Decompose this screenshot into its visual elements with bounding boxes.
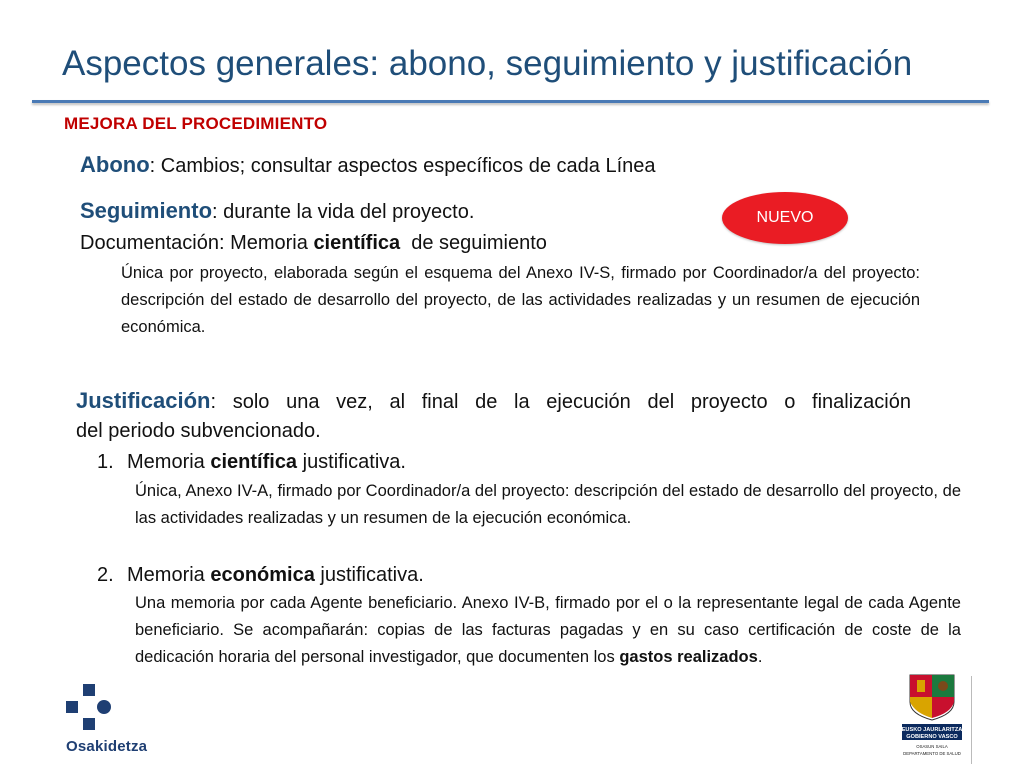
justificacion-line-2: del periodo subvencionado.: [76, 420, 321, 442]
justificacion-label: Justificación: [76, 388, 211, 413]
osakidetza-logo-icon: [66, 684, 112, 730]
svg-text:GOBIERNO VASCO: GOBIERNO VASCO: [906, 734, 958, 740]
list-item-1-bold: científica: [210, 451, 298, 473]
abono-label: Abono: [80, 152, 150, 177]
list-item-2-description: [135, 590, 961, 671]
seguimiento-doc-line: [80, 232, 547, 255]
list-item-2-desc-bold: gastos realizados: [619, 648, 758, 666]
seguimiento-doc-suffix: de seguimiento: [400, 232, 547, 254]
list-item-2-number: 2.: [97, 564, 114, 586]
list-item-1-prefix: Memoria: [127, 451, 211, 473]
gobierno-vasco-logo-icon: [897, 672, 967, 764]
svg-text:OSASUN SAILA: OSASUN SAILA: [916, 744, 948, 749]
list-item-2-desc-prefix: Una memoria por cada Agente beneficiario. Anexo IV-B, firmado por el o la representante legal de cada Agente beneficiario. Se acompañarán: copias de las facturas pagadas y en su caso certificación de coste de la dedicación horaria del personal investigador, que documenten los: [135, 594, 961, 666]
list-item-2-prefix: Memoria: [127, 564, 211, 586]
abono-line: [80, 152, 656, 178]
osakidetza-name: Osakidetza: [66, 738, 148, 755]
seguimiento-doc-bold: científica: [313, 232, 401, 254]
slide-title: Aspectos generales: abono, seguimiento y justificación: [62, 44, 913, 83]
list-item-1-heading: [97, 451, 406, 474]
abono-text: : Cambios; consultar aspectos específicos de cada Línea: [149, 155, 656, 177]
justificacion-line: [76, 384, 911, 419]
seguimiento-line: [80, 198, 474, 224]
list-item-1-description: Única, Anexo IV-A, firmado por Coordinador/a del proyecto: descripción del estado de desarrollo del proyecto, de las actividades realizadas y un resumen de la ejecución económica.: [135, 482, 961, 527]
seguimiento-text: : durante la vida del proyecto.: [212, 201, 475, 223]
justificacion-text: : solo una vez, al final de la ejecución del proyecto o finalización: [210, 391, 911, 413]
list-item-1-number: 1.: [97, 451, 114, 473]
list-item-2-desc-suffix: .: [757, 648, 763, 666]
seguimiento-doc-prefix: Documentación: Memoria: [80, 232, 314, 254]
list-item-2-bold: económica: [210, 564, 315, 586]
list-item-1-suffix: justificativa.: [297, 451, 406, 473]
list-item-2-heading: [97, 564, 424, 587]
logo-divider: [971, 676, 972, 764]
title-divider: [32, 100, 989, 103]
section-subtitle: MEJORA DEL PROCEDIMIENTO: [64, 114, 328, 133]
seguimiento-description: Única por proyecto, elaborada según el esquema del Anexo IV-S, firmado por Coordinador/a del proyecto: descripción del estado de desarrollo del proyecto, de las actividades realizadas y un resumen de ejecución económica.: [121, 264, 920, 336]
list-item-2-suffix: justificativa.: [314, 564, 424, 586]
svg-text:DEPARTAMENTO DE SALUD: DEPARTAMENTO DE SALUD: [903, 751, 961, 756]
seguimiento-label: Seguimiento: [80, 198, 213, 223]
nuevo-badge: NUEVO: [722, 192, 848, 244]
svg-text:EUSKO JAURLARITZA: EUSKO JAURLARITZA: [901, 727, 963, 733]
